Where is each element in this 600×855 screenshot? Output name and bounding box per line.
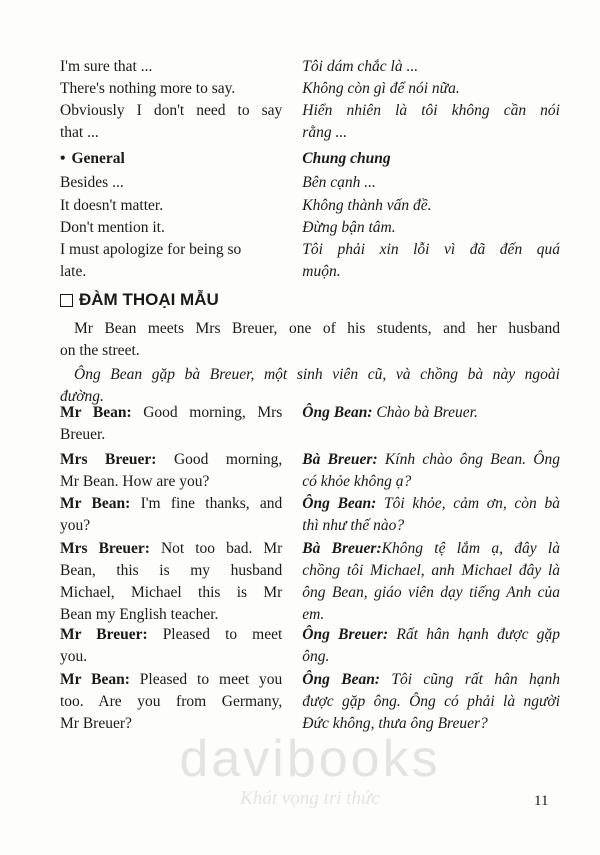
dialogue-en: I'm fine thanks, and	[140, 495, 283, 512]
speaker-vi: Ông Bean:	[302, 671, 380, 688]
phrase-vi: Bên cạnh ...	[302, 174, 376, 191]
phrase-en: I must apologize for being so	[60, 241, 242, 258]
dialogue-en: Good morning, Mrs	[143, 404, 283, 421]
phrase-en: late.	[60, 263, 87, 280]
phrase-en: Obviously I don't need to say	[60, 102, 283, 119]
watermark	[160, 730, 460, 810]
dialogue-row	[60, 402, 560, 446]
page-number: 11	[534, 793, 549, 809]
intro-en	[60, 318, 560, 362]
phrase-row	[60, 56, 560, 78]
dialogue-row	[60, 538, 560, 626]
speaker-en: Mrs Breuer:	[60, 540, 150, 557]
phrase-vi: Không còn gì để nói nữa.	[302, 80, 460, 97]
general-heading-en: General	[71, 150, 125, 167]
phrase-row	[60, 172, 560, 194]
general-heading	[60, 148, 560, 170]
speaker-en: Mr Bean:	[60, 671, 130, 688]
speaker-en: Mr Bean:	[60, 495, 131, 512]
phrase-en: I'm sure that ...	[60, 58, 153, 75]
phrase-row	[60, 195, 560, 217]
dialogue-vi: có khỏe không ạ?	[302, 473, 412, 490]
dialogue-en: Mr Breuer?	[60, 715, 132, 732]
watermark-slogan: Khát vọng tri thức	[240, 788, 380, 809]
dialogue-row	[60, 669, 560, 735]
dialogue-en: Bean my English teacher.	[60, 606, 219, 623]
speaker-vi: Bà Breuer:	[302, 540, 382, 557]
phrase-en: It doesn't matter.	[60, 197, 164, 214]
intro-vi-line: Ông Bean gặp bà Breuer, một sinh viên cũ, và chồng bà này ngoài	[74, 366, 560, 383]
phrase-en: that ...	[60, 124, 99, 141]
section-title: ĐÀM THOẠI MẪU	[79, 290, 219, 309]
dialogue-en: Bean, this is my husband	[60, 562, 283, 579]
dialogue-vi: em.	[302, 606, 325, 623]
dialogue-en: Pleased to meet you	[139, 671, 283, 688]
dialogue-vi: Tôi khỏe, cảm ơn, còn bà	[384, 495, 560, 512]
phrase-row	[60, 239, 560, 283]
dialogue-en: Pleased to meet	[162, 626, 283, 643]
dialogue-en: Not too bad. Mr	[160, 540, 283, 557]
dialogue-vi: ông.	[302, 648, 330, 665]
phrase-vi: muộn.	[302, 263, 341, 280]
dialogue-en: Breuer.	[60, 426, 106, 443]
dialogue-en: too. Are you from Germany,	[60, 693, 283, 710]
dialogue-vi: thì như thế nào?	[302, 517, 405, 534]
dialogue-en: Good morning,	[173, 451, 283, 468]
dialogue-row	[60, 449, 560, 493]
speaker-vi: Ông Bean:	[302, 404, 373, 421]
phrase-vi: Đừng bận tâm.	[302, 219, 396, 236]
bullet-icon: •	[60, 150, 66, 167]
speaker-en: Mr Bean:	[60, 404, 132, 421]
dialogue-vi: ông Bean, giáo viên dạy tiếng Anh của	[302, 584, 560, 601]
speaker-vi: Ông Breuer:	[302, 626, 389, 643]
phrase-row	[60, 78, 560, 100]
speaker-en: Mrs Breuer:	[60, 451, 157, 468]
dialogue-en: you?	[60, 517, 91, 534]
dialogue-vi: Không tệ lắm ạ, đây là	[381, 540, 560, 557]
dialogue-vi: được gặp ông. Ông có phải là người	[302, 693, 560, 710]
general-heading-vi: Chung chung	[302, 150, 391, 167]
phrase-row	[60, 100, 560, 144]
phrase-en: Don't mention it.	[60, 219, 165, 236]
phrase-en: Besides ...	[60, 174, 124, 191]
phrase-vi: Tôi dám chắc là ...	[302, 58, 419, 75]
intro-en-line: Mr Bean meets Mrs Breuer, one of his students, and her husband	[74, 320, 560, 337]
dialogue-vi: Rất hân hạnh được gặp	[396, 626, 560, 643]
dialogue-row	[60, 624, 560, 668]
phrase-vi: Tôi phải xin lỗi vì đã đến quá	[302, 241, 560, 258]
phrase-vi: rằng ...	[302, 124, 348, 141]
intro-en-line: on the street.	[60, 342, 140, 359]
phrase-vi: Hiển nhiên là tôi không cần nói	[302, 102, 560, 119]
dialogue-vi: Chào bà Breuer.	[376, 404, 478, 421]
dialogue-en: you.	[60, 648, 88, 665]
speaker-vi: Ông Bean:	[302, 495, 377, 512]
phrase-vi: Không thành vấn đề.	[302, 197, 432, 214]
dialogue-en: Mr Bean. How are you?	[60, 473, 210, 490]
intro-vi-line: đường.	[60, 388, 104, 405]
dialogue-vi: Đức không, thưa ông Breuer?	[302, 715, 488, 732]
dialogue-vi: Tôi cũng rất hân hạnh	[391, 671, 560, 688]
section-heading	[60, 290, 219, 310]
checkbox-icon	[60, 294, 73, 307]
speaker-en: Mr Breuer:	[60, 626, 148, 643]
dialogue-vi: Kính chào ông Bean. Ông	[384, 451, 560, 468]
watermark-brand: davibooks	[179, 730, 441, 788]
phrase-row	[60, 217, 560, 239]
dialogue-vi: chồng tôi Michael, anh Michael đây là	[302, 562, 560, 579]
dialogue-row	[60, 493, 560, 537]
speaker-vi: Bà Breuer:	[302, 451, 378, 468]
dialogue-en: Michael, Michael this is Mr	[60, 584, 283, 601]
phrase-en: There's nothing more to say.	[60, 80, 236, 97]
